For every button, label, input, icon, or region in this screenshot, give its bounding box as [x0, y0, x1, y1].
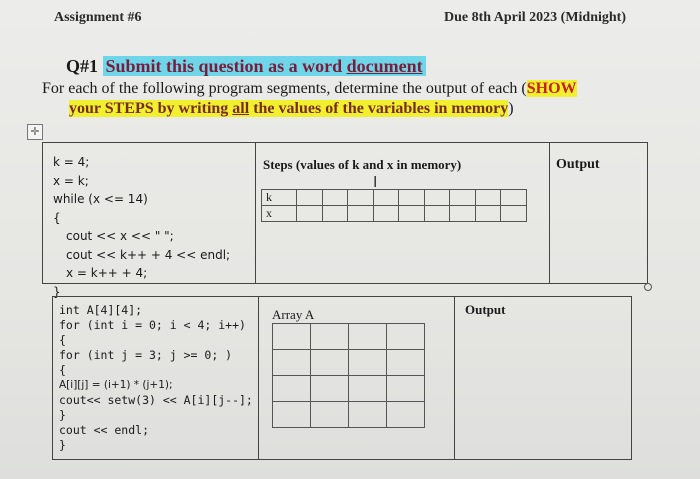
- segment2-code: [59, 303, 253, 453]
- code-line: }: [53, 284, 61, 299]
- due-date: Due 8th April 2023 (Midnight): [443, 10, 626, 25]
- steps-title: Steps (values of k and x in memory): [263, 157, 462, 172]
- question-instructions: For each of the following program segments, determine the output of each (SHOW your STEPS by writing all the values of the variables in memory): [42, 80, 577, 117]
- row-label: x: [262, 206, 297, 222]
- code-line: while (x <= 14): [53, 192, 148, 206]
- table-move-handle-icon[interactable]: ✛: [27, 124, 43, 140]
- array-a-grid: [272, 323, 425, 428]
- steps-row-x: [262, 206, 527, 222]
- assignment-title: Assignment #6: [54, 10, 142, 25]
- code-line: {: [59, 333, 66, 347]
- code-line: A[i][j] = (i+1) * (j+1);: [59, 379, 173, 391]
- question-title-highlight: Submit this question as a word document: [103, 56, 426, 76]
- code-line: x = k;: [53, 173, 89, 188]
- segment1-output-label: Output: [556, 157, 600, 172]
- segment1-code-cell: [43, 143, 256, 299]
- code-line: cout << endl;: [59, 423, 150, 437]
- code-line: k = 4;: [53, 155, 90, 169]
- code-line: cout<< setw(3) << A[i][j--];: [59, 393, 253, 407]
- segment2-table: [52, 296, 632, 460]
- code-line: for (int j = 3; j >= 0; ): [59, 348, 233, 362]
- array-a-label: Array A: [272, 307, 315, 322]
- segment1-code: [53, 153, 230, 301]
- table-resize-handle-icon[interactable]: [644, 283, 652, 291]
- text-cursor-icon: I: [373, 173, 378, 191]
- code-line: cout << x << " ";: [66, 229, 174, 243]
- steps-grid: [261, 189, 527, 222]
- question-heading: [66, 56, 426, 77]
- code-line: x = k++ + 4;: [66, 266, 148, 280]
- code-line: {: [53, 210, 61, 225]
- code-line: {: [59, 363, 66, 377]
- segment1-table: [42, 142, 648, 299]
- code-line: }: [59, 408, 66, 422]
- row-label: k: [262, 190, 297, 206]
- segment2-output-label: Output: [465, 302, 506, 317]
- code-line: int A[4][4];: [59, 303, 143, 317]
- steps-row-k: [262, 190, 527, 206]
- segment2-code-cell: [53, 297, 259, 459]
- code-line: }: [59, 438, 66, 452]
- segment1-steps-cell: [255, 143, 550, 283]
- code-line: cout << k++ + 4 << endl;: [66, 247, 231, 262]
- code-line: for (int i = 0; i < 4; i++): [59, 318, 246, 332]
- question-number: Q#1: [66, 56, 99, 76]
- array-a-cell: [258, 297, 455, 459]
